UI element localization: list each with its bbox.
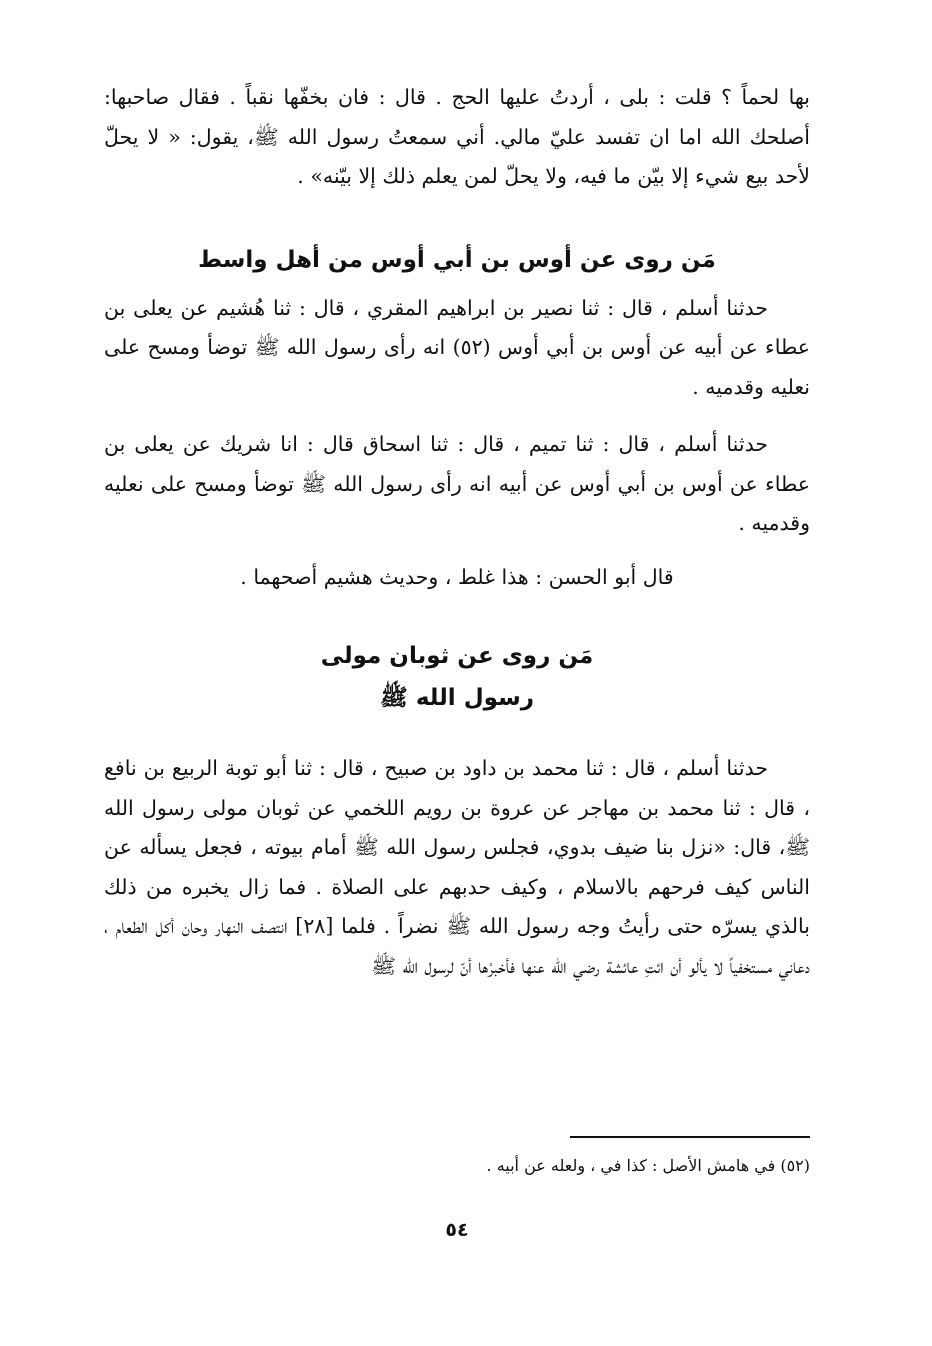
section-heading-thawban	[104, 635, 810, 719]
page-body	[104, 78, 810, 1241]
section-heading-aws: مَن روى عن أوس بن أبي أوس من أهل واسط	[198, 246, 716, 273]
paragraph-hadith-aws-1: حدثنا أسلم ، قال : ثنا نصير بن ابراهيم المقري ، قال : ثنا هُشيم عن يعلى بن عطاء عن أبيه عن أوس بن أبي أوس (٥٢) انه رأى رسول الله ﷺ توضأ ومسح على نعليه وقدميه .	[104, 295, 810, 399]
paragraph-continuation: بها لحماً ؟ قلت : بلى ، أردتُ عليها الحج . قال : فان بخفّها نقباً . فقال صاحبها: أصلحك الله اما ان تفسد عليّ مالي. أني سمعتُ رسول الله ﷺ، يقول: « لا يحلّ لأحد بيع شيء إلا بيّن ما فيه، ولا يحلّ لمن يعلم ذلك إلا بيّنه» .	[104, 85, 810, 188]
paragraph-hadith-aws-2: حدثنا أسلم ، قال : ثنا تميم ، قال : ثنا اسحاق قال : انا شريك عن يعلى بن عطاء عن أوس بن أبي أوس عن أبيه انه رأى رسول الله ﷺ توضأ ومسح على نعليه وقدميه .	[104, 432, 810, 535]
footnote: (٥٢) في هامش الأصل : كذا في ، ولعله عن أبيه .	[486, 1156, 810, 1175]
footnote-divider	[570, 1136, 810, 1138]
section-heading-thawban-line1: مَن روى عن ثوبان مولى	[320, 643, 594, 669]
paragraph-hadith-thawban: حدثنا أسلم ، قال : ثنا محمد بن داود بن صبيح ، قال : ثنا أبو توبة الربيع بن نافع ، قال : ثنا محمد بن مهاجر عن عروة بن رويم اللخمي عن ثوبان مولى رسول الله ﷺ، قال: «نزل بنا ضيف بدوي، فجلس رسول الله ﷺ أمام بيوته ، فجعل يسأله عن الناس كيف فرحهم بالاسلام ، وكيف حدبهم على الصلاة . فما زال يخبره من ذلك بالذي يسرّه حتى رأيتُ وجه رسول الله ﷺ نضراً . فلما [٢٨] انتصف النهار وحان أكل الطعام ، دعاني مستخفياً لا يألو أن ائتِ عائشة رضي الله عنها فأخبرْها أنّ لرسول الله ﷺ	[104, 756, 810, 978]
page-number: ٥٤	[445, 1219, 469, 1241]
section-heading-thawban-line2: رسول الله ﷺ	[380, 685, 534, 711]
paragraph-note-abu-al-hasan: قال أبو الحسن : هذا غلط ، وحديث هشيم أصحهما .	[240, 564, 674, 589]
